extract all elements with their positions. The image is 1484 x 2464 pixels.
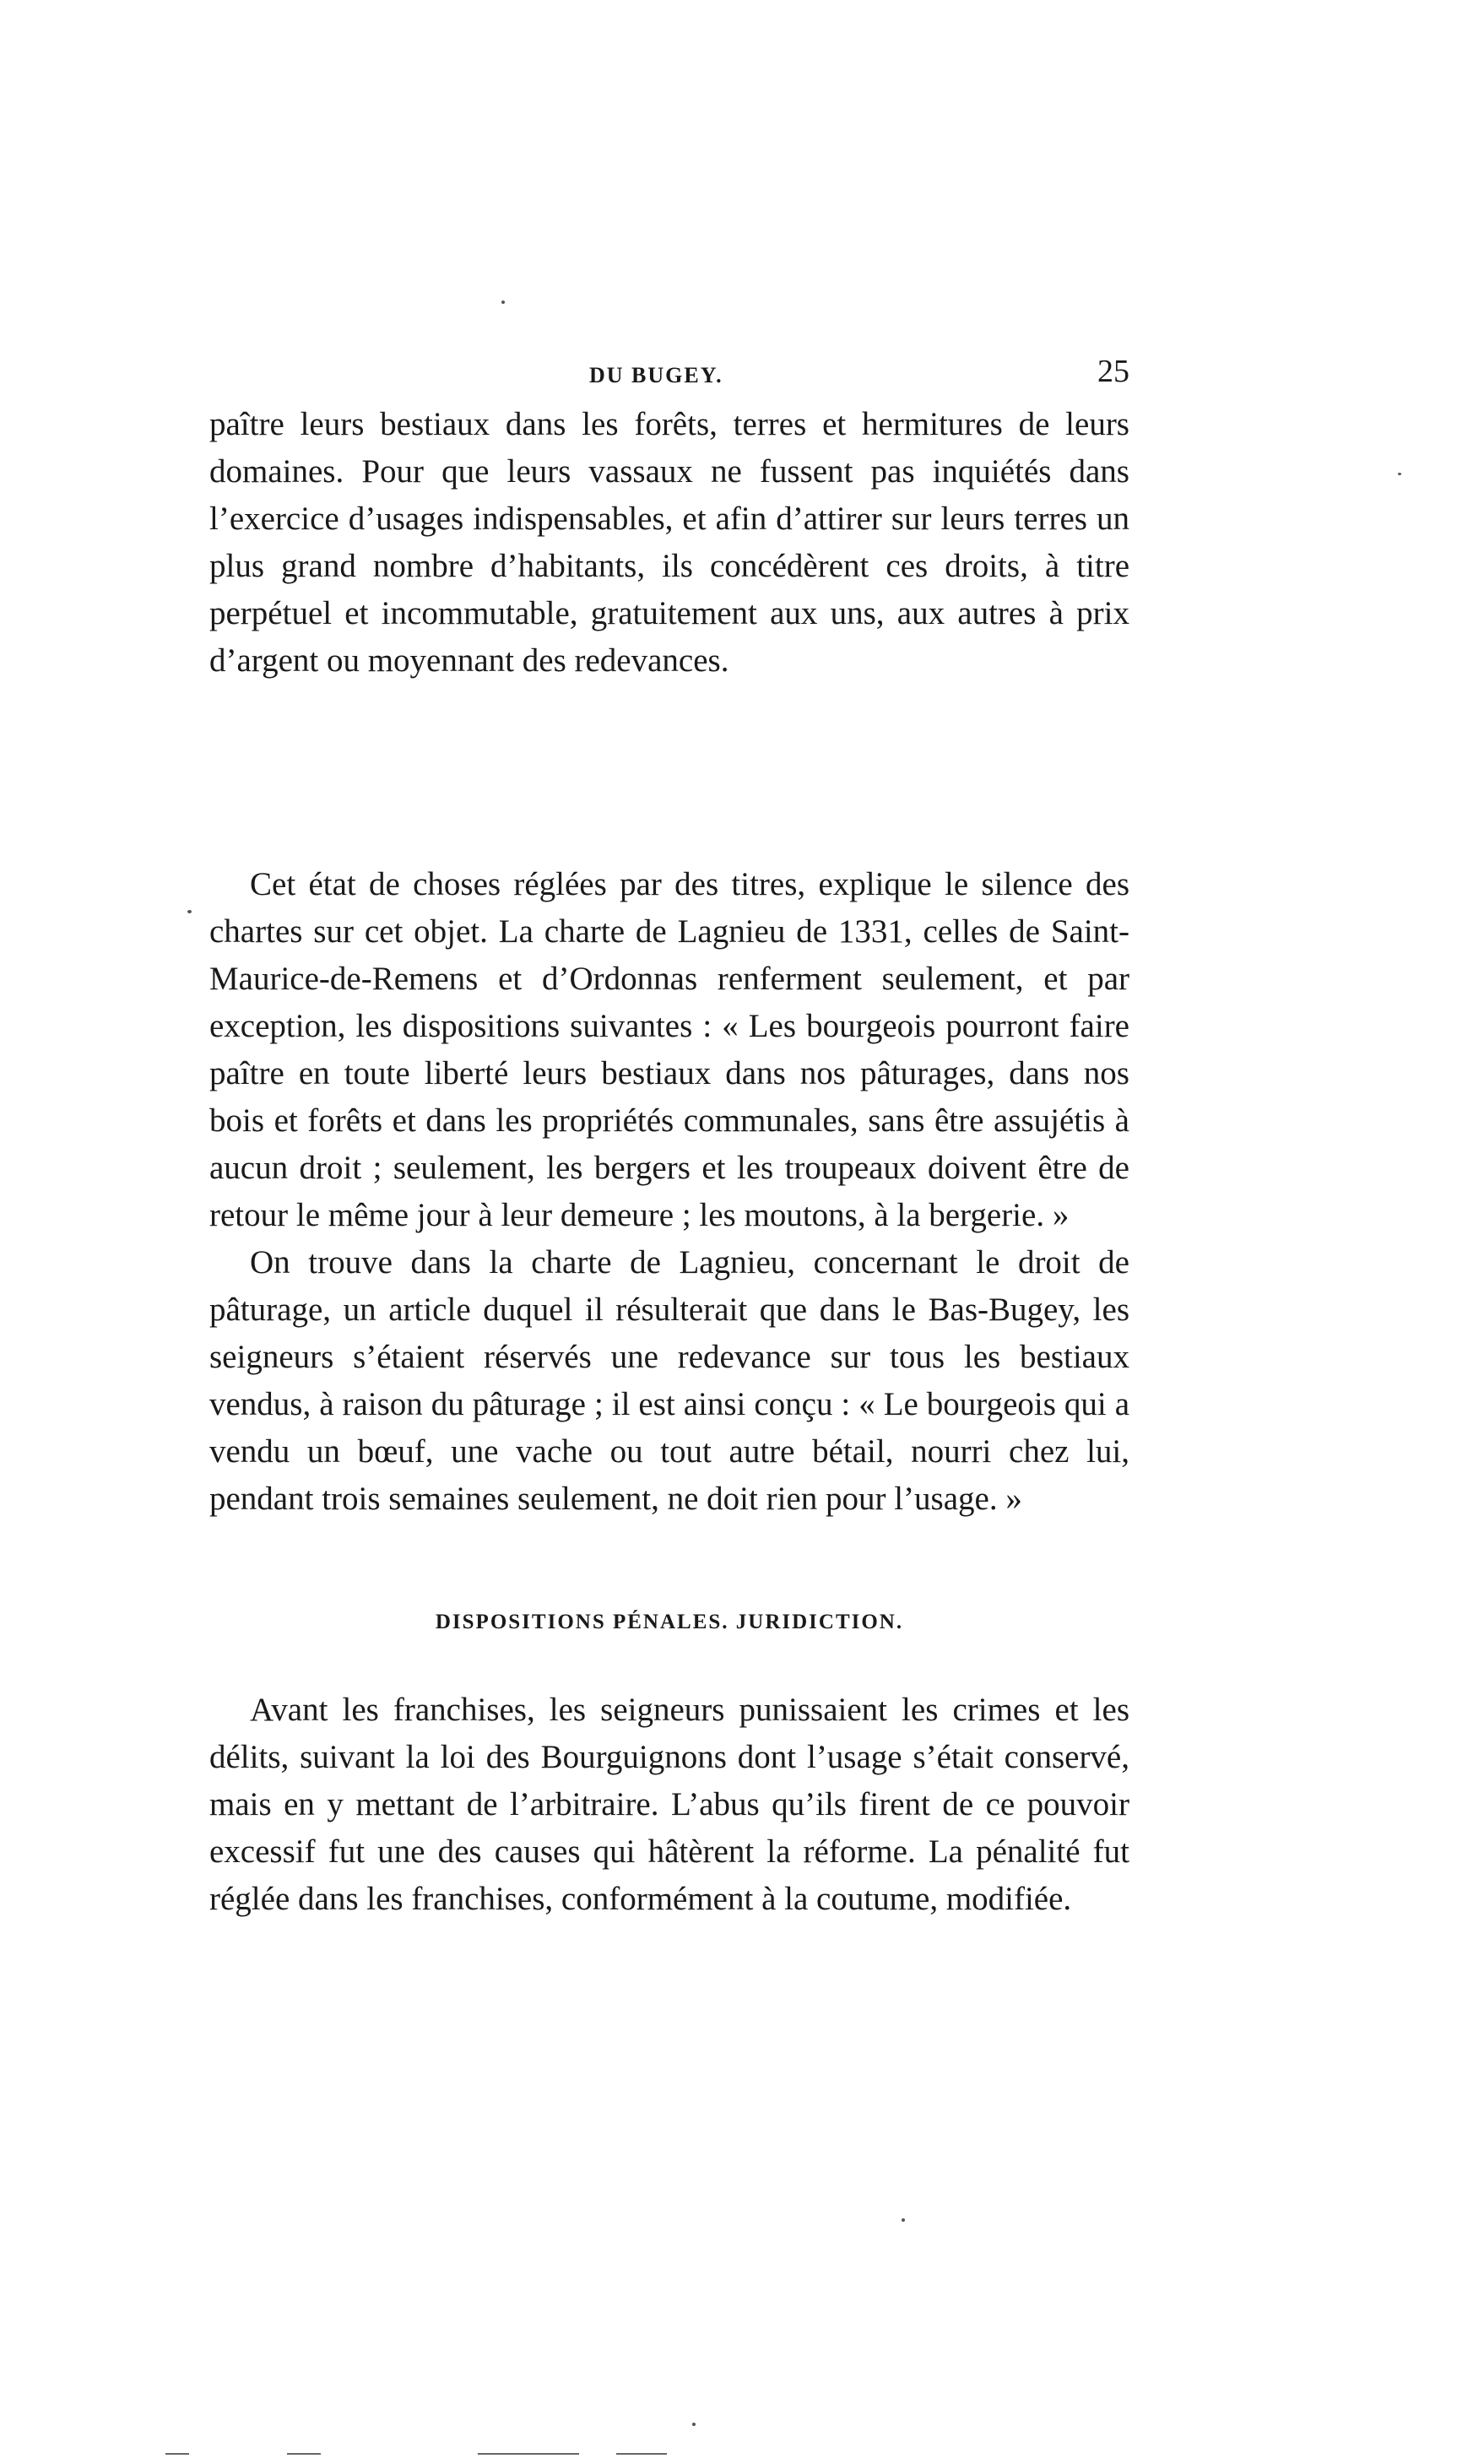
scan-speck [187,910,192,913]
body-text [209,861,1129,1523]
scan-edge-mark [165,2453,189,2455]
page-number: 25 [1097,354,1129,389]
scan-speck [1398,473,1401,475]
paragraph-continued: paître leurs bestiaux dans les forêts, terres et hermitures de leurs domaines. Pour que leurs vassaux ne fussent pas inquiétés dans l’exercice d’usages indispensables, et afin d’attirer sur leurs terres un plus grand nombre d’habitants, ils concédèrent ces droits, à titre perpétuel et incommutable, gratuitement aux uns, aux autres à prix d’argent ou moyennant des redevances. [209,406,1129,679]
body-text-continued [209,401,1129,685]
paragraph-penalties: Avant les franchises, les seigneurs punissaient les crimes et les délits, suivant la loi des Bourguignons dont l’usage s’était conservé, mais en y mettant de l’arbitraire. L’abus qu’ils firent de ce pouvoir excessif fut une des causes qui hâtèrent la réforme. La pénalité fut réglée dans les franchises, conformément à la coutume, modifiée. [209,1692,1129,1917]
running-title: DU BUGEY. [589,363,723,387]
section-heading: DISPOSITIONS PÉNALES. JURIDICTION. [435,1611,904,1633]
scan-speck [501,301,505,304]
paragraph-pasture-fee: On trouve dans la charte de Lagnieu, concernant le droit de pâturage, un article duquel il résulterait que dans le Bas-Bugey, les seigneurs s’étaient réservés une redevance sur tous les bestiaux vendus, à raison du pâturage ; il est ainsi conçu : « Le bourgeois qui a vendu un bœuf, une vache ou tout autre bétail, nourri chez lui, pendant trois semaines seulement, ne doit rien pour l’usage. » [209,1244,1129,1517]
scan-speck [692,2423,696,2426]
scan-edge-mark [287,2453,321,2455]
scan-speck [902,2218,905,2222]
paragraph-charters: Cet état de choses réglées par des titres, explique le silence des chartes sur cet objet. La charte de Lagnieu de 1331, celles de Saint-Maurice-de-Remens et d’Ordonnas renferment seulement, et par exception, les dispositions suivantes : « Les bourgeois pourront faire paître en toute liberté leurs bestiaux dans nos pâturages, dans nos bois et forêts et dans les propriétés communales, sans être assujétis à aucun droit ; seulement, les bergers et les troupeaux doivent être de retour le même jour à leur demeure ; les moutons, à la bergerie. » [209,866,1129,1233]
section-body [209,1687,1129,1923]
scan-edge-mark [616,2453,667,2455]
scan-edge-mark [478,2453,579,2455]
running-head [209,353,1129,395]
